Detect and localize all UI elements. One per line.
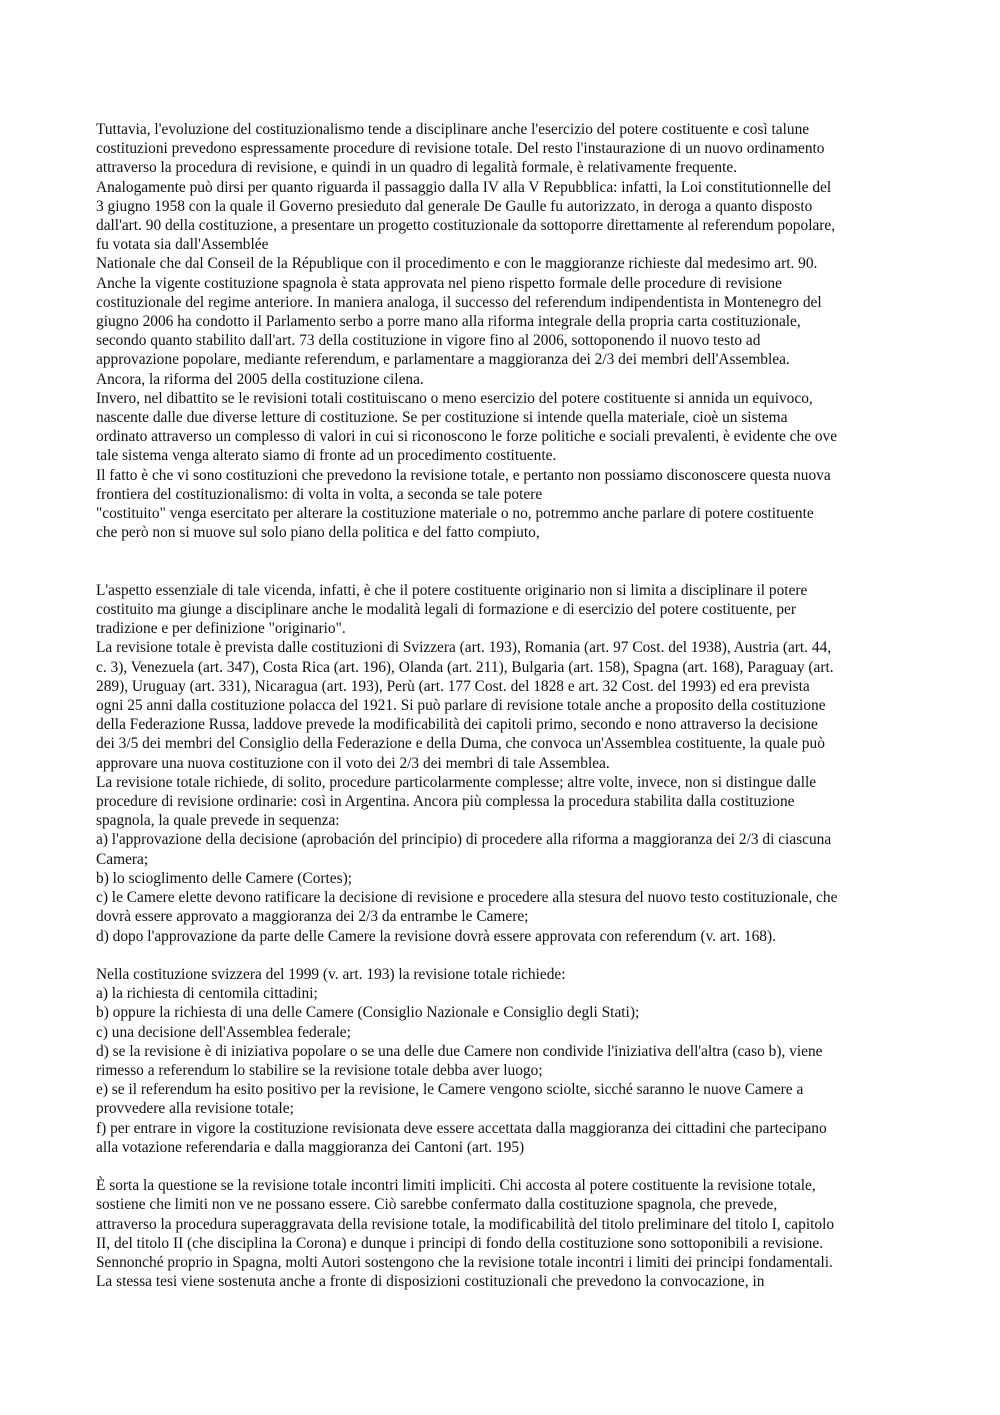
blank-line — [96, 562, 906, 581]
text-line: costituito ma giunge a disciplinare anche le modalità legali di formazione e di esercizio del potere costituente, per — [96, 601, 797, 619]
text-line: costituzioni prevedono espressamente procedure di revisione totale. Del resto l'instaurazione di un nuovo ordinamento — [96, 140, 825, 158]
text-line: ordinato attraverso un complesso di valori in cui si riconoscono le forze politiche e sociali prevalenti, è evidente che ove — [96, 428, 838, 446]
text-line: e) se il referendum ha esito positivo per la revisione, le Camere vengono sciolte, sicché saranno le nuove Camere a — [96, 1081, 804, 1099]
text-line: giugno 2006 ha condotto il Parlamento serbo a porre mano alla riforma integrale della propria carta costituzionale, — [96, 313, 801, 331]
text-line: attraverso la procedura superaggravata della revisione totale, la modificabilità del titolo preliminare del titolo I, capitolo — [96, 1215, 835, 1233]
text-line: dei 3/5 dei membri del Consiglio della Federazione e della Duma, che convoca un'Assemblea costituente, la quale può — [96, 735, 825, 753]
text-line: procedure di revisione ordinarie: così in Argentina. Ancora più complessa la procedura stabilita dalla costituzione — [96, 793, 795, 811]
text-line: La revisione totale è prevista dalle costituzioni di Svizzera (art. 193), Romania (art. 97 Cost. del 1938), Austria (art. 44, — [96, 639, 832, 657]
text-line: provvedere alla revisione totale; — [96, 1100, 294, 1118]
text-line: Camera; — [96, 850, 149, 868]
text-line: approvazione popolare, mediante referendum, e parlamentare a maggioranza dei 2/3 dei membri dell'Assemblea. — [96, 351, 790, 369]
text-line: che però non si muove sul solo piano della politica e del fatto compiuto, — [96, 524, 540, 542]
text-line: L'aspetto essenziale di tale vicenda, infatti, è che il potere costituente originario non si limita a disciplinare il potere — [96, 581, 808, 599]
text-line: dovrà essere approvato a maggioranza dei 2/3 da entrambe le Camere; — [96, 908, 529, 926]
text-line: nascente dalle due diverse letture di costituzione. Se per costituzione si intende quella materiale, cioè un sistema — [96, 409, 788, 427]
text-line: dall'art. 90 della costituzione, a presentare un progetto costituzionale da sottoporre direttamente al referendum popolare, — [96, 217, 836, 235]
text-line: costituzionale del regime anteriore. In maniera analoga, il successo del referendum indipendentista in Montenegro del — [96, 293, 822, 311]
document-page — [96, 120, 906, 1291]
text-line: f) per entrare in vigore la costituzione revisionata deve essere accettata dalla maggioranza dei cittadini che partecipano — [96, 1119, 827, 1137]
text-line: sostiene che limiti non ve ne possano essere. Ciò sarebbe confermato dalla costituzione spagnola, che prevede, — [96, 1196, 778, 1214]
text-line: "costituito" venga esercitato per alterare la costituzione materiale o no, potremmo anche parlare di potere costituente — [96, 505, 814, 523]
text-line: La stessa tesi viene sostenuta anche a fronte di disposizioni costituzionali che prevedono la convocazione, in — [96, 1273, 765, 1291]
text-line: a) la richiesta di centomila cittadini; — [96, 985, 318, 1003]
text-line: spagnola, la quale prevede in sequenza: — [96, 812, 340, 830]
text-line: d) se la revisione è di iniziativa popolare o se una delle due Camere non condivide l'iniziativa dell'altra (caso b), viene — [96, 1042, 823, 1060]
blank-line — [96, 946, 906, 965]
text-line: c. 3), Venezuela (art. 347), Costa Rica (art. 196), Olanda (art. 211), Bulgaria (art. 158), Spagna (art. 168), Paraguay (art. — [96, 658, 834, 676]
text-line: La revisione totale richiede, di solito, procedure particolarmente complesse; altre volte, invece, non si distingue dalle — [96, 773, 817, 791]
blank-line — [96, 1157, 906, 1176]
text-line: c) una decisione dell'Assemblea federale; — [96, 1023, 351, 1041]
text-line: Invero, nel dibattito se le revisioni totali costituiscano o meno esercizio del potere costituente si annida un equivoco, — [96, 389, 813, 407]
text-line: Tuttavia, l'evoluzione del costituzionalismo tende a disciplinare anche l'esercizio del potere costituente e così talune — [96, 121, 810, 138]
text-line: Ancora, la riforma del 2005 della costituzione cilena. — [96, 370, 424, 388]
text-line: Nationale che dal Conseil de la République con il procedimento e con le maggioranze richieste dal medesimo art. 90. — [96, 255, 818, 273]
text-line: 289), Uruguay (art. 331), Nicaragua (art. 193), Perù (art. 177 Cost. del 1828 e art. 32 Cost. del 1993) ed era prevista — [96, 677, 810, 695]
text-line: secondo quanto stabilito dall'art. 73 della costituzione in vigore fino al 2006, sottoponendo il nuovo testo ad — [96, 332, 761, 350]
text-line: È sorta la questione se la revisione totale incontri limiti impliciti. Chi accosta al potere costituente la revisione totale, — [96, 1177, 816, 1195]
text-line: rimesso a referendum lo stabilire se la revisione totale debba aver luogo; — [96, 1061, 543, 1079]
text-line: Nella costituzione svizzera del 1999 (v. art. 193) la revisione totale richiede: — [96, 965, 566, 983]
text-line: fu votata sia dall'Assemblée — [96, 236, 269, 254]
text-line: ogni 25 anni dalla costituzione polacca del 1921. Si può parlare di revisione totale anche a proposito della costituzione — [96, 697, 826, 715]
text-line: Analogamente può dirsi per quanto riguarda il passaggio dalla IV alla V Repubblica: infatti, la Loi constitutionnelle del — [96, 178, 832, 196]
text-line: 3 giugno 1958 con la quale il Governo presieduto dal generale De Gaulle fu autorizzato, in deroga a quanto disposto — [96, 197, 813, 215]
text-line: tradizione e per definizione "originario". — [96, 620, 346, 638]
text-line: approvare una nuova costituzione con il voto dei 2/3 dei membri di tale Assemblea. — [96, 754, 610, 772]
text-line: c) le Camere elette devono ratificare la decisione di revisione e procedere alla stesura del nuovo testo costituzionale, che — [96, 889, 838, 907]
text-line: d) dopo l'approvazione da parte delle Camere la revisione dovrà essere approvata con referendum (v. art. 168). — [96, 927, 776, 945]
text-line: a) l'approvazione della decisione (aprobación del principio) di procedere alla riforma a maggioranza dei 2/3 di ciascuna — [96, 831, 832, 849]
text-line: frontiera del costituzionalismo: di volta in volta, a seconda se tale potere — [96, 485, 543, 503]
blank-line — [96, 542, 906, 561]
text-line: b) lo scioglimento delle Camere (Cortes); — [96, 869, 353, 887]
text-line: Il fatto è che vi sono costituzioni che prevedono la revisione totale, e pertanto non possiamo disconoscere questa nuova — [96, 466, 831, 484]
text-line: della Federazione Russa, laddove prevede la modificabilità dei capitoli primo, secondo e nono attraverso la decisione — [96, 716, 818, 734]
text-line: II, del titolo II (che disciplina la Corona) e dunque i principi di fondo della costituzione sono sottoponibili a revisione. — [96, 1234, 824, 1252]
text-line: Sennonché proprio in Spagna, molti Autori sostengono che la revisione totale incontri i limiti dei principi fondamentali. — [96, 1253, 833, 1271]
text-line: Anche la vigente costituzione spagnola è stata approvata nel pieno rispetto formale delle procedure di revisione — [96, 274, 782, 292]
text-line: attraverso la procedura di revisione, e quindi in un quadro di legalità formale, è relativamente frequente. — [96, 159, 738, 177]
text-line: alla votazione referendaria e dalla maggioranza dei Cantoni (art. 195) — [96, 1138, 525, 1156]
text-line: tale sistema venga alterato siamo di fronte ad un procedimento costituente. — [96, 447, 557, 465]
text-line: b) oppure la richiesta di una delle Camere (Consiglio Nazionale e Consiglio degli Stati); — [96, 1004, 640, 1022]
